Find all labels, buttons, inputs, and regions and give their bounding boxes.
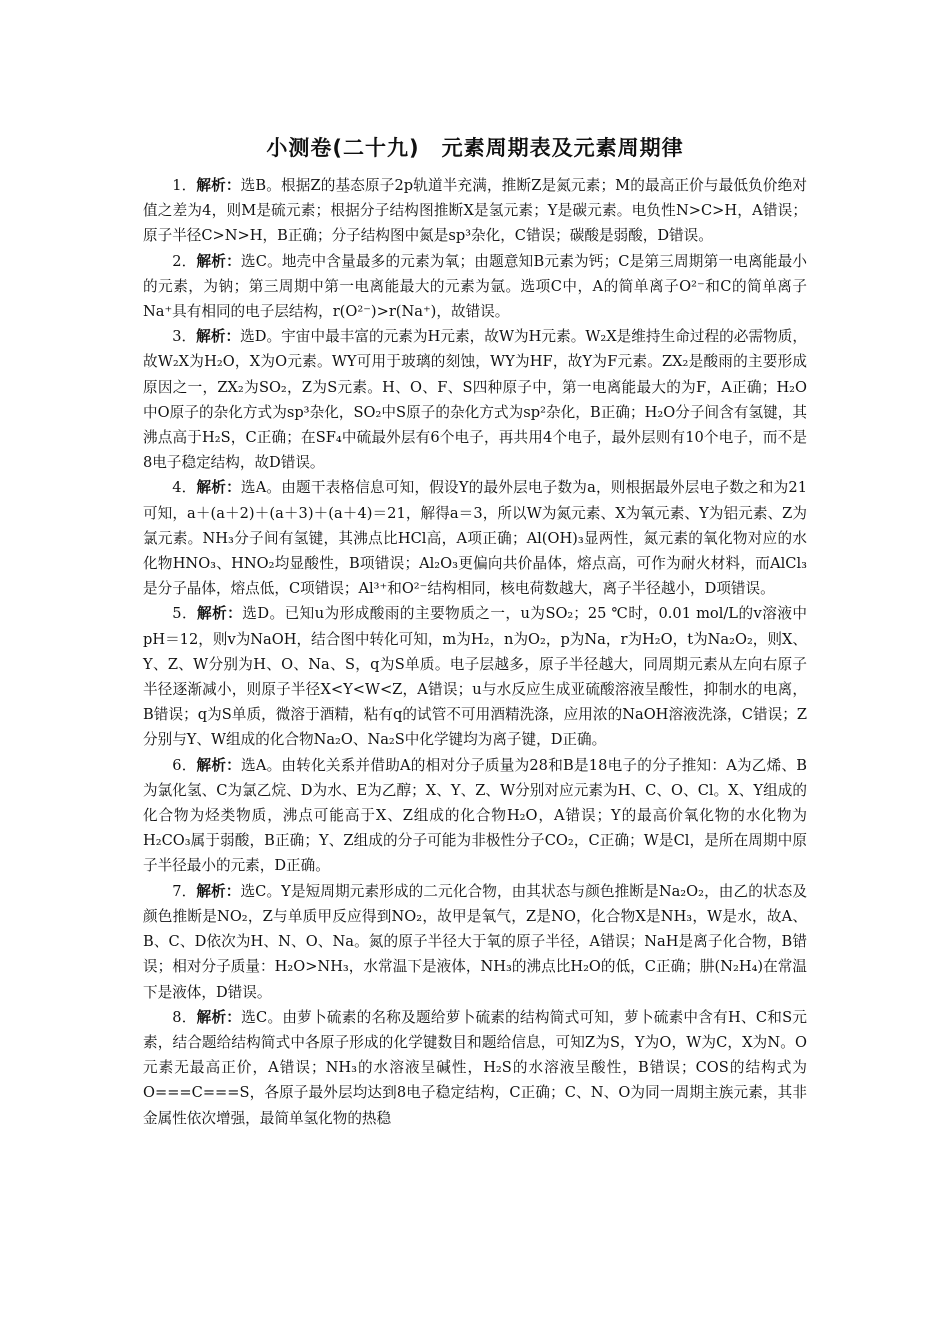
answer-item-6 bbox=[143, 753, 807, 879]
item-number: 5． bbox=[172, 605, 198, 623]
item-number: 6． bbox=[172, 756, 197, 774]
item-number: 3． bbox=[172, 328, 197, 346]
item-text: 选A。由题干表格信息可知，假设Y的最外层电子数为a，则根据最外层电子数之和为21可知，a＋(a＋2)＋(a＋3)＋(a＋4)＝21，解得a＝3，所以W为氮元素、X为氧元素、Y为铝元素、Z为氯元素。NH₃分子间有氢键，其沸点比HCl高，A项正确；Al(OH)₃显两性，氮元素的氧化物对应的水化物HNO₃、HNO₂均显酸性，B项错误；Al₂O₃更偏向共价晶体，熔点高，可作为耐火材料，而AlCl₃是分子晶体，熔点低，C项错误；Al³⁺和O²⁻结构相同，核电荷数越大，离子半径越小，D项错误。 bbox=[143, 479, 807, 598]
item-number: 1． bbox=[172, 177, 197, 194]
analysis-label: 解析： bbox=[197, 605, 243, 623]
item-text: 选D。宇宙中最丰富的元素为H元素，故W为H元素。W₂X是维持生命过程的必需物质，故W₂X为H₂O，X为O元素。WY可用于玻璃的刻蚀，WY为HF，故Y为F元素。ZX₂是酸雨的主要形成原因之一，ZX₂为SO₂，Z为S元素。H、O、F、S四种原子中，第一电离能最大的为F，A正确；H₂O中O原子的杂化方式为sp³杂化，SO₂中S原子的杂化方式为sp²杂化，B正确；H₂O分子间含有氢键，其沸点高于H₂S，C正确；在SF₄中硫最外层有6个电子，再共用4个电子，最外层则有10个电子，而不是8电子稳定结构，故D错误。 bbox=[143, 328, 807, 472]
item-number: 8． bbox=[172, 1008, 197, 1026]
analysis-label: 解析： bbox=[196, 328, 241, 346]
item-text: 选C。地壳中含量最多的元素为氧；由题意知B元素为钙；C是第三周期第一电离能最小的元素，为钠；第三周期中第一电离能最大的元素为氩。选项C中，A的简单离子O²⁻和C的简单离子Na⁺具有相同的电子层结构，r(O²⁻)>r(Na⁺)，故错误。 bbox=[143, 252, 807, 321]
answer-item-7 bbox=[143, 879, 807, 1005]
answer-item-1 bbox=[143, 173, 807, 249]
answer-item-8 bbox=[143, 1005, 807, 1131]
answer-item-4 bbox=[143, 475, 807, 601]
page-title: 小测卷(二十九) 元素周期表及元素周期律 bbox=[266, 136, 684, 160]
answer-item-3 bbox=[143, 324, 807, 475]
item-number: 2． bbox=[172, 252, 197, 270]
answer-item-2 bbox=[143, 249, 807, 325]
analysis-label: 解析： bbox=[196, 1008, 242, 1026]
item-text: 选A。由转化关系并借助A的相对分子质量为28和B是18电子的分子推知：A为乙烯、B为氯化氢、C为氯乙烷、D为水、E为乙醇；X、Y、Z、W分别对应元素为H、C、O、Cl。X、Y组成的化合物为烃类物质，沸点可能高于X、Z组成的化合物H₂O，A错误；Y的最高价氧化物的水化物为H₂CO₃属于弱酸，B正确；Y、Z组成的分子可能为非极性分子CO₂，C正确；W是Cl，是所在周期中原子半径最小的元素，D正确。 bbox=[143, 756, 807, 875]
answer-item-5 bbox=[143, 601, 807, 752]
item-text: 选B。根据Z的基态原子2p轨道半充满，推断Z是氮元素；M的最高正价与最低负价绝对值之差为4，则M是硫元素；根据分子结构图推断X是氢元素；Y是碳元素。电负性N>C>H，A错误；原子半径C>N>H，B正确；分子结构图中氮是sp³杂化，C错误；碳酸是弱酸，D错误。 bbox=[143, 177, 807, 245]
analysis-label: 解析： bbox=[196, 882, 241, 900]
analysis-label: 解析： bbox=[196, 756, 242, 774]
item-text: 选C。由萝卜硫素的名称及题给萝卜硫素的结构简式可知，萝卜硫素中含有H、C和S元素，结合题给结构简式中各原子形成的化学键数目和题给信息，可知Z为S，Y为O，W为C，X为N。O元素无最高正价，A错误；NH₃的水溶液呈碱性，H₂S的水溶液呈酸性，B错误；COS的结构式为O===C===S，各原子最外层均达到8电子稳定结构，C正确；C、N、O为同一周期主族元素，其非金属性依次增强，最简单氢化物的热稳 bbox=[143, 1008, 807, 1127]
item-number: 4． bbox=[172, 479, 197, 497]
item-text: 选D。已知u为形成酸雨的主要物质之一，u为SO₂；25 ℃时，0.01 mol/L的v溶液中pH＝12，则v为NaOH，结合图中转化可知，m为H₂，n为O₂，p为Na，r为H₂O，t为Na₂O₂，则X、Y、Z、W分别为H、O、Na、S，q为S单质。电子层越多，原子半径越大，同周期元素从左向右原子半径逐渐减小，则原子半径X<Y<W<Z，A错误；u与水反应生成亚硫酸溶液呈酸性，抑制水的电离，B错误；q为S单质，微溶于酒精，粘有q的试管不可用酒精洗涤，应用浓的NaOH溶液洗涤，C错误；Z分别与Y、W组成的化合物Na₂O、Na₂S中化学键均为离子键，D正确。 bbox=[143, 605, 807, 749]
item-text: 选C。Y是短周期元素形成的二元化合物，由其状态与颜色推断是Na₂O₂，由乙的状态及颜色推断是NO₂，Z与单质甲反应得到NO₂，故甲是氧气，Z是NO，化合物X是NH₃，W是水，故A、B、C、D依次为H、N、O、Na。氮的原子半径大于氧的原子半径，A错误；NaH是离子化合物，B错误；相对分子质量：H₂O>NH₃，水常温下是液体，NH₃的沸点比H₂O的低，C正确；肼(N₂H₄)在常温下是液体，D错误。 bbox=[143, 882, 807, 1001]
analysis-label: 解析： bbox=[196, 252, 241, 270]
analysis-label: 解析： bbox=[196, 479, 241, 497]
analysis-label: 解析： bbox=[196, 177, 241, 194]
item-number: 7． bbox=[172, 882, 197, 900]
